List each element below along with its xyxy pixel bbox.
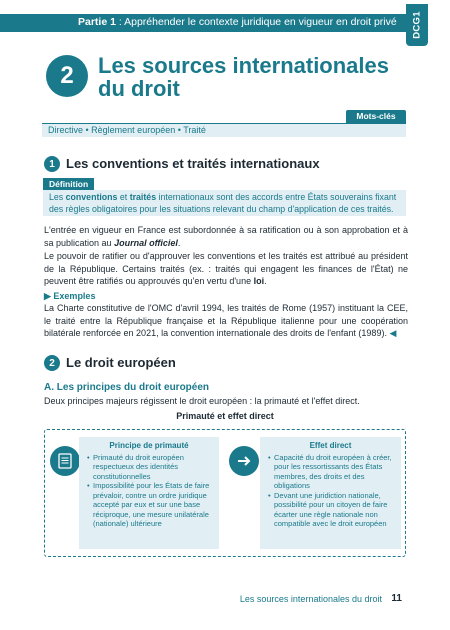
part-label: Partie 1 [78,16,116,28]
direct-effect-panel-title: Effet direct [309,441,352,450]
document-icon [50,446,80,476]
section2-number-badge: 2 [44,355,60,371]
diagram-title: Primauté et effet direct [176,411,274,421]
paragraph-text: . [177,237,181,248]
footer-chapter-title: Les sources internationales du droit [239,594,382,604]
triangle-right-icon: ▶ [44,291,54,301]
page-number: 11 [391,593,402,604]
chapter-title-line1: Les sources internationales [98,53,389,78]
paragraph-text: L'entrée en vigueur en France est subordonnée à sa ratification ou à son approbation et à sa publication au [44,225,408,248]
definition-term-traites: traités [129,192,157,202]
part-header-text [78,16,397,28]
subsection-intro: Deux principes majeurs régissent le droit européen : la primauté et l'effet direct. [44,396,360,406]
triangle-left-icon: ◀ [386,328,397,338]
definition-box [43,190,406,216]
definition-text: internationaux sont des accords entre États souverains fixant des règles obligatoires pour les situations relevant du champ d'application de ces traités. [49,192,397,214]
examples-text: La Charte constitutive de l'OMC d'avril 1994, les traités de Rome (1957) instituant la CEE, le traité entre la République française et la République italienne pour une coopération bilatérale renforcée en 2021, la convention internationale des droits de l'enfant (1989). [44,303,408,338]
arrow-right-icon [229,446,259,476]
keywords-tab: Mots-clés [346,110,406,123]
list-item: • Primauté du droit européen respectueux des identités constitutionnelles [87,453,211,482]
part-title: : Appréhender le contexte juridique en vigueur en droit privé [115,16,397,28]
list-item: • Devant une juridiction nationale, possibilité pour un citoyen de faire écarter une règle nationale non compatible avec le droit européen [268,491,393,529]
subsection-title: A. Les principes du droit européen [44,382,210,393]
paragraph-text: . [264,276,267,286]
section1-title: Les conventions et traités internationaux [66,156,320,171]
paragraph-text: Le pouvoir de ratifier ou d'approuver les conventions et les traités est attribué au président de la République. Certains traités (ex. : traités qui engagent les finances de l'État) ne peuvent être ratifiés ou approuvés qu'en vertu d'une [44,251,408,286]
definition-text: et [117,192,130,202]
keywords-box: Directive • Règlement européen • Traité [42,123,406,137]
loi-term: loi [253,276,265,286]
definition-text: Les [49,192,66,202]
examples-title: Exemples [53,291,96,301]
paragraph-ratification [44,250,408,288]
definition-tag: Définition [43,178,94,190]
section1-number-badge: 1 [44,156,60,172]
direct-effect-panel [260,437,401,549]
primacy-panel [79,437,219,549]
examples-heading [44,291,95,302]
list-item: • Impossibilité pour les États de faire prévaloir, contre un ordre juridique accepté par eux et sur une base réciproque, une mesure unilatérale (nationale) ultérieure [87,481,211,529]
chapter-title [98,54,389,100]
chapter-number-badge: 2 [46,55,88,97]
part-header-bar [0,14,408,32]
journal-officiel-term: Journal officiel [114,237,178,248]
section2-title: Le droit européen [66,355,176,370]
primacy-panel-title: Principe de primauté [109,441,189,450]
side-tab-label: DCG1 [411,11,423,39]
paragraph-entry-into-force [44,224,408,249]
list-item: • Capacité du droit européen à créer, pour les ressortissants des États membres, des droits et des obligations [268,453,393,491]
chapter-title-line2: du droit [98,76,180,101]
examples-paragraph [44,302,408,340]
side-tab [406,4,428,46]
definition-term-conventions: conventions [65,192,118,202]
document-icon-svg [56,452,74,470]
arrow-right-icon-svg [235,452,253,470]
